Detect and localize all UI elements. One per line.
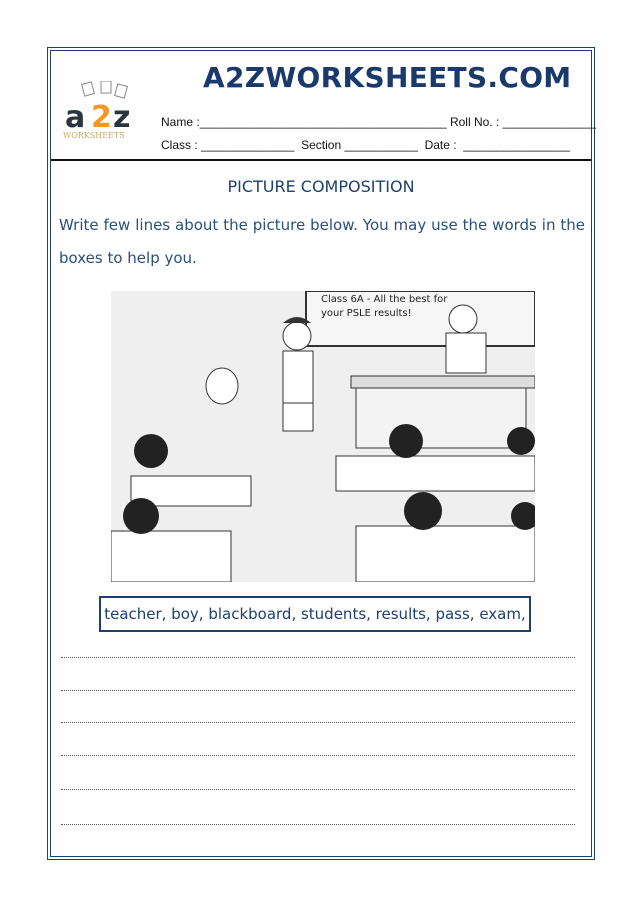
writing-line[interactable] — [61, 690, 575, 691]
site-title: A2ZWORKSHEETS.COM — [203, 61, 572, 94]
date-field[interactable]: ________________ — [456, 138, 571, 152]
roll-label: Roll No. : — [449, 115, 500, 129]
worksheet-frame — [47, 47, 595, 860]
header-divider — [51, 159, 591, 161]
section-field[interactable]: ___________ — [341, 138, 425, 152]
writing-line[interactable] — [61, 657, 575, 658]
classroom-picture — [111, 291, 535, 582]
writing-line[interactable] — [61, 824, 575, 825]
svg-text:2: 2 — [91, 100, 112, 135]
writing-line[interactable] — [61, 755, 575, 756]
svg-text:a: a — [65, 100, 86, 135]
a2z-logo — [61, 81, 147, 141]
date-label: Date : — [424, 138, 457, 152]
class-field[interactable]: ______________ — [197, 138, 302, 152]
name-field[interactable]: _____________________________________ — [199, 115, 450, 129]
roll-field[interactable]: ______________ — [499, 115, 597, 129]
blackboard-text: Class 6A - All the best for your PSLE results! — [321, 294, 448, 319]
svg-text:WORKSHEETS: WORKSHEETS — [63, 131, 125, 140]
class-label: Class : — [161, 138, 198, 152]
writing-line[interactable] — [61, 722, 575, 723]
class-row — [161, 138, 570, 152]
name-roll-row — [161, 115, 596, 129]
name-label: Name : — [161, 115, 200, 129]
svg-text:z: z — [113, 100, 131, 135]
page-title: PICTURE COMPOSITION — [227, 177, 415, 196]
writing-line[interactable] — [61, 789, 575, 790]
word-bank-box: teacher, boy, blackboard, students, results, pass, exam, — [99, 596, 531, 632]
section-label: Section — [301, 138, 342, 152]
instruction-text: Write few lines about the picture below. You may use the words in the boxes to help you. — [59, 216, 585, 267]
